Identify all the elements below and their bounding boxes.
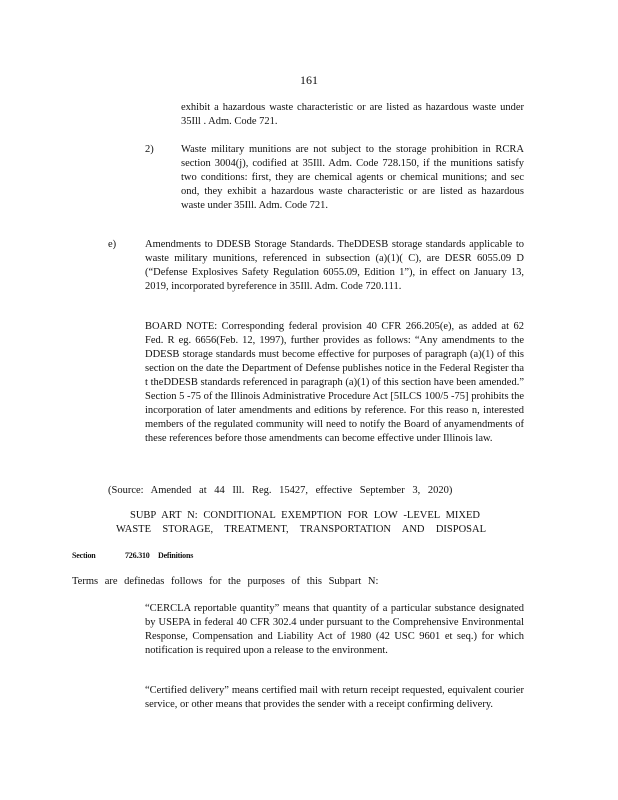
subpart-title-line-1: SUBP ART N: CONDITIONAL EXEMPTION FOR LOW -LEVEL MIXED [130, 510, 480, 521]
item-2-label: 2) [145, 144, 154, 155]
section-label: Section [72, 551, 96, 560]
item-e-label: e) [108, 239, 117, 250]
page-number: 161 [300, 73, 318, 87]
definition-cercla: “CERCLA reportable quantity” means that quantity of a particular substance designated by USEPA in federal 40 CFR 302.4 under pursuant to the Comprehensive Environmental Response, Compensation and Liability Act of 1980 (42 USC 9601 et seq.) for which notification is required upon a release to the environment. [145, 603, 524, 656]
source-note: (Source: Amended at 44 Ill. Reg. 15427, effective September 3, 2020) [108, 485, 453, 496]
section-number: 726.310 [125, 551, 150, 560]
paragraph-continuation: exhibit a hazardous waste characteristic or are listed as hazardous waste under 35Ill . Adm. Code 721. [181, 102, 524, 127]
item-e-text: Amendments to DDESB Storage Standards. TheDDESB storage standards applicable to waste military munitions, referenced in subsection (a)(1)( C), are DESR 6055.09 D (“Defense Explosives Safety Regulation 6055.09, Edition 1”), in effect on January 13, 2019, incorporated byreference in 35Ill. Adm. Code 720.111. [145, 239, 524, 292]
definition-certified-delivery: “Certified delivery” means certified mail with return receipt requested, equivalent courier service, or other means that provides the sender with a receipt confirming delivery. [145, 685, 524, 710]
subpart-title-line-2: WASTE STORAGE, TREATMENT, TRANSPORTATION AND DISPOSAL [116, 524, 486, 535]
item-2-text: Waste military munitions are not subject to the storage prohibition in RCRA section 3004(j), codified at 35Ill. Adm. Code 728.150, if the munitions satisfy two conditions: first, they are chemical agents or chemical munitions; and sec ond, they exhibit a hazardous waste characteristic or are listed as hazardous waste under 35Ill. Adm. Code 721. [181, 144, 524, 211]
board-note: BOARD NOTE: Corresponding federal provision 40 CFR 266.205(e), as added at 62 Fed. R eg. 6656(Feb. 12, 1997), further provides as follows: “Any amendments to the DDESB storage standards must become effective for purposes of paragraph (a)(1) of this section on the date the Department of Defense publishes notice in the Federal Register tha t theDDESB standards referenced in paragraph (a)(1) of this section have been amended.” Section 5 -75 of the Illinois Administrative Procedure Act [5ILCS 100/5 -75] prohibits the incorporation of later amendments and editions by reference. For this reaso n, interested members of the regulated community will need to notify the Board of anyamendments of these references before those amendments can become effective under Illinois law. [145, 321, 524, 444]
terms-intro: Terms are definedas follows for the purposes of this Subpart N: [72, 576, 379, 587]
section-title: Definitions [158, 551, 194, 560]
